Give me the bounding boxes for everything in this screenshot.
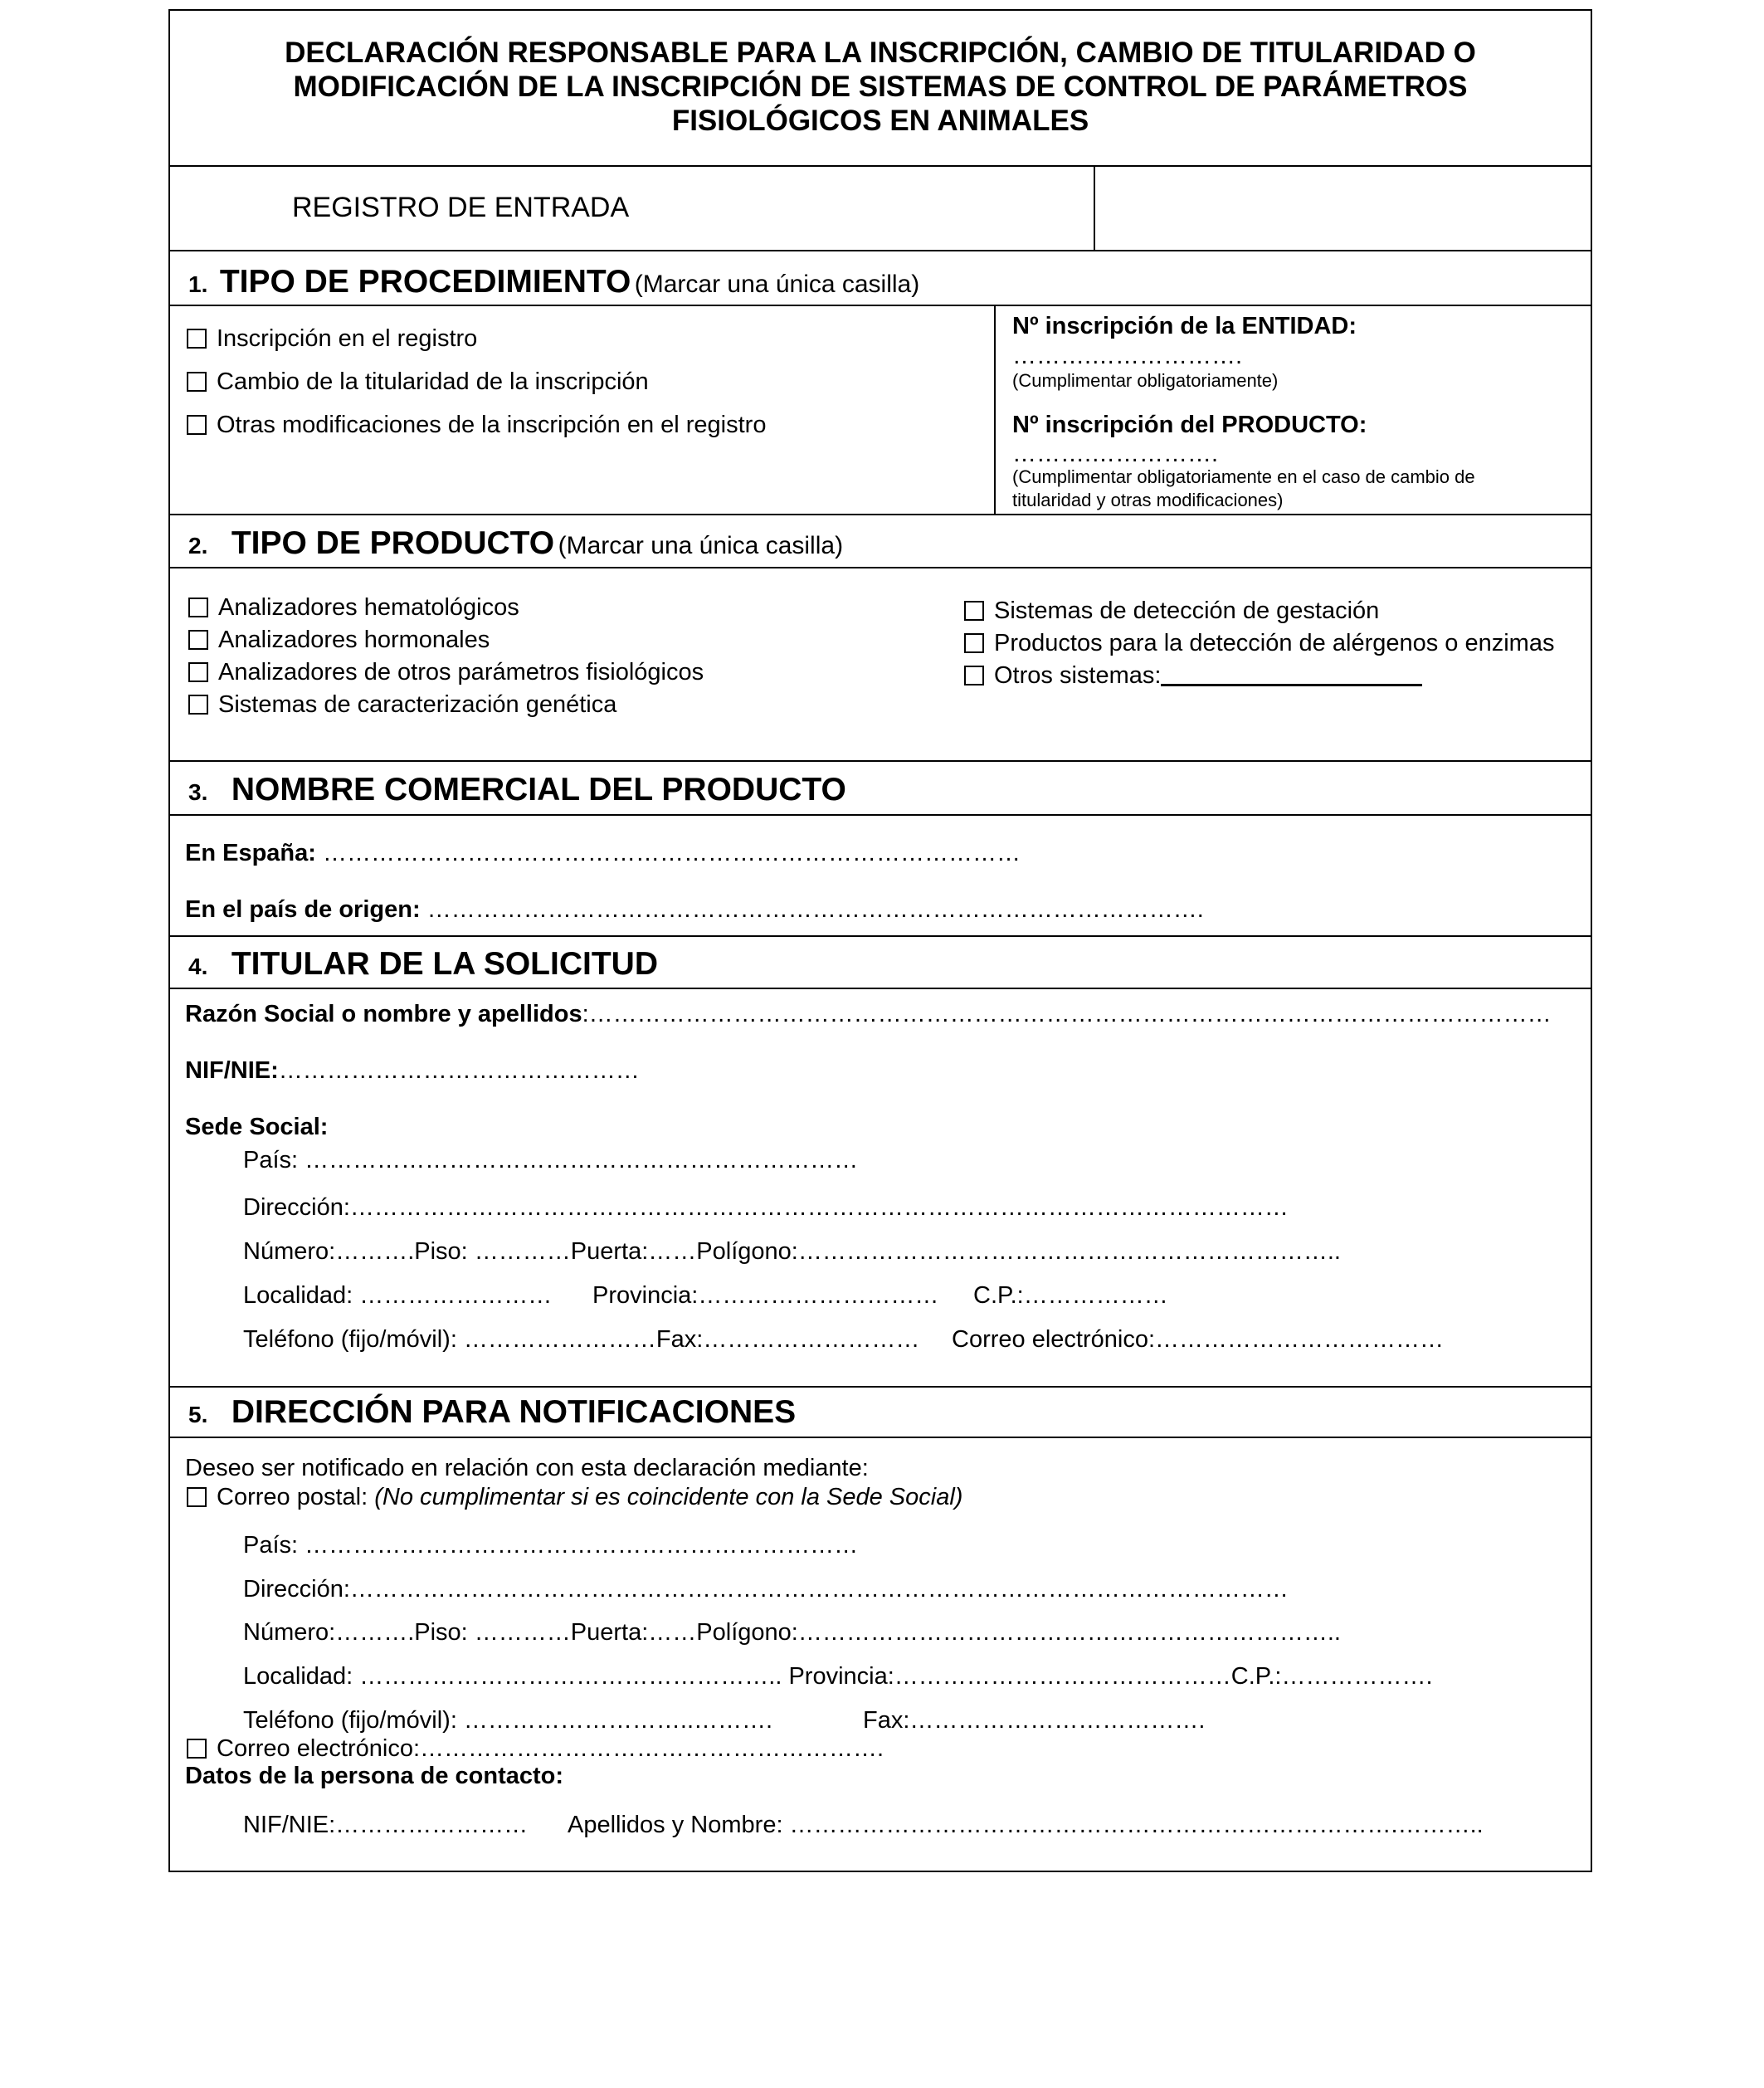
checkbox[interactable] bbox=[187, 372, 207, 392]
checkbox[interactable] bbox=[188, 695, 208, 715]
section-title: TIPO DE PRODUCTO bbox=[231, 525, 555, 561]
section-note: (Marcar una única casilla) bbox=[634, 271, 920, 298]
provincia-field[interactable]: Provincia:………………………… bbox=[592, 1282, 939, 1309]
numero-field[interactable]: Número:……….Piso: …………Puerta:……Polígono:………………………………………………………….. bbox=[243, 1619, 1341, 1646]
option-hormonales[interactable] bbox=[188, 627, 490, 654]
entidad-note: (Cumplimentar obligatoriamente) bbox=[1012, 370, 1279, 391]
contacto-nombre-field[interactable]: Apellidos y Nombre: ………………………………………………………………….……….. bbox=[568, 1812, 1484, 1838]
option-correo-postal[interactable] bbox=[187, 1484, 962, 1511]
divider bbox=[170, 988, 1591, 989]
checkbox[interactable] bbox=[187, 1487, 207, 1507]
section-3-heading bbox=[188, 772, 846, 808]
divider bbox=[170, 567, 1591, 568]
section-4-heading bbox=[188, 946, 658, 983]
nif-field[interactable]: ……………………………………… bbox=[278, 1057, 640, 1084]
direccion-field[interactable]: Dirección:……………………………………………………………………………………………………… bbox=[243, 1576, 1289, 1603]
option-label: Sistemas de caracterización genética bbox=[218, 691, 617, 718]
divider bbox=[994, 305, 996, 514]
divider bbox=[170, 935, 1591, 937]
option-label: Otros sistemas: bbox=[994, 662, 1162, 689]
section-number: 1. bbox=[188, 271, 208, 297]
nif-label: NIF/NIE: bbox=[185, 1057, 279, 1084]
checkbox[interactable] bbox=[964, 666, 984, 685]
divider bbox=[170, 814, 1591, 816]
origen-field[interactable]: ……………………………………………………………………………………. bbox=[426, 896, 1204, 923]
localidad-field[interactable]: Localidad: …………………… bbox=[243, 1282, 553, 1309]
divider bbox=[170, 305, 1591, 306]
option-caracterizacion-genetica[interactable] bbox=[188, 691, 616, 719]
option-correo-electronico[interactable] bbox=[187, 1735, 884, 1763]
checkbox[interactable] bbox=[964, 601, 984, 621]
checkbox[interactable] bbox=[187, 415, 207, 435]
razon-social-label: Razón Social o nombre y apellidos bbox=[185, 1001, 582, 1027]
fax-field[interactable]: Fax:………………………………. bbox=[863, 1707, 1206, 1734]
divider bbox=[170, 1437, 1591, 1438]
title-line-1: DECLARACIÓN RESPONSABLE PARA LA INSCRIPCIÓN, CAMBIO DE TITULARIDAD O bbox=[285, 37, 1476, 69]
numero-field[interactable]: Número:……….Piso: …………Puerta:……Polígono:………………………………………………………….. bbox=[243, 1238, 1341, 1265]
section-title: TITULAR DE LA SOLICITUD bbox=[231, 946, 658, 982]
section-number: 2. bbox=[188, 533, 208, 559]
option-label: Analizadores hormonales bbox=[218, 627, 490, 653]
contacto-nif-field[interactable]: NIF/NIE:…………………… bbox=[243, 1812, 529, 1838]
origen-row[interactable] bbox=[185, 896, 1204, 924]
checkbox[interactable] bbox=[187, 329, 207, 349]
checkbox[interactable] bbox=[188, 598, 208, 617]
entidad-field[interactable]: ……….………………. bbox=[1012, 343, 1243, 369]
section-number: 5. bbox=[188, 1402, 208, 1427]
pais-field[interactable]: País: …………………………………………………………… bbox=[243, 1147, 859, 1173]
section-title: TIPO DE PROCEDIMIENTO bbox=[219, 264, 631, 300]
checkbox[interactable] bbox=[188, 662, 208, 682]
option-deteccion-gestacion[interactable] bbox=[964, 598, 1379, 625]
option-otros-parametros[interactable] bbox=[188, 659, 704, 686]
divider bbox=[170, 514, 1591, 515]
espana-label: En España: bbox=[185, 840, 316, 866]
form-title bbox=[170, 36, 1591, 138]
deseo-text: Deseo ser notificado en relación con esta declaración mediante: bbox=[185, 1455, 869, 1481]
section-note: (Marcar una única casilla) bbox=[558, 532, 844, 559]
divider bbox=[170, 1386, 1591, 1388]
checkbox[interactable] bbox=[187, 1739, 207, 1759]
title-line-2: MODIFICACIÓN DE LA INSCRIPCIÓN DE SISTEMAS DE CONTROL DE PARÁMETROS bbox=[293, 71, 1468, 103]
option-label: Otras modificaciones de la inscripción en el registro bbox=[217, 412, 767, 438]
email-field[interactable]: Correo electrónico:…………………………………………………. bbox=[217, 1735, 884, 1762]
option-otras-modificaciones[interactable] bbox=[187, 412, 766, 439]
nif-row[interactable] bbox=[185, 1057, 640, 1085]
section-number: 3. bbox=[188, 779, 208, 805]
section-number: 4. bbox=[188, 954, 208, 979]
checkbox[interactable] bbox=[964, 633, 984, 653]
razon-social-row[interactable] bbox=[185, 1001, 1552, 1028]
razon-social-field[interactable]: :………………………………………………………………………………………………………… bbox=[582, 1001, 1552, 1027]
option-label: Cambio de la titularidad de la inscripción bbox=[217, 368, 649, 395]
option-label: Correo postal: bbox=[217, 1484, 368, 1510]
option-hematologicos[interactable] bbox=[188, 594, 519, 622]
contacto-label: Datos de la persona de contacto: bbox=[185, 1763, 564, 1789]
entidad-label: Nº inscripción de la ENTIDAD: bbox=[1012, 313, 1357, 339]
option-label: Analizadores hematológicos bbox=[218, 594, 519, 621]
option-cambio-titularidad[interactable] bbox=[187, 368, 649, 396]
espana-field[interactable]: …………………………………………………………………………… bbox=[323, 840, 1021, 866]
section-title: NOMBRE COMERCIAL DEL PRODUCTO bbox=[231, 772, 846, 807]
divider bbox=[170, 250, 1591, 251]
pais-field[interactable]: País: …………………………………………………………… bbox=[243, 1532, 859, 1559]
registro-stamp-area[interactable] bbox=[1095, 167, 1591, 248]
option-label: Sistemas de detección de gestación bbox=[994, 598, 1380, 624]
telefono-fax-field[interactable]: Teléfono (fijo/móvil): ……………………Fax:……………………… bbox=[243, 1326, 920, 1353]
producto-note-line-2: titularidad y otras modificaciones) bbox=[1012, 490, 1284, 510]
otros-sistemas-field[interactable] bbox=[1161, 662, 1422, 686]
telefono-field[interactable]: Teléfono (fijo/móvil): ………………………..………. bbox=[243, 1707, 773, 1734]
producto-label: Nº inscripción del PRODUCTO: bbox=[1012, 412, 1367, 438]
divider bbox=[170, 760, 1591, 762]
option-alergenos-enzimas[interactable] bbox=[964, 630, 1554, 657]
option-otros-sistemas[interactable] bbox=[964, 662, 1422, 690]
origen-label: En el país de origen: bbox=[185, 896, 421, 923]
option-inscripcion[interactable] bbox=[187, 325, 477, 353]
espana-row[interactable] bbox=[185, 840, 1021, 867]
cp-field[interactable]: C.P.:……………… bbox=[973, 1282, 1168, 1309]
producto-field[interactable]: ……….……………. bbox=[1012, 441, 1219, 467]
section-1-heading bbox=[188, 264, 919, 300]
direccion-field[interactable]: Dirección:……………………………………………………………………………………………………… bbox=[243, 1194, 1289, 1221]
sede-social-label: Sede Social: bbox=[185, 1114, 329, 1140]
checkbox[interactable] bbox=[188, 630, 208, 650]
producto-note-line-1: (Cumplimentar obligatoriamente en el caso de cambio de bbox=[1012, 466, 1475, 487]
option-label: Inscripción en el registro bbox=[217, 325, 478, 352]
declaration-form bbox=[168, 9, 1592, 1872]
registro-label: REGISTRO DE ENTRADA bbox=[292, 192, 630, 223]
correo-field[interactable]: Correo electrónico:……………………………… bbox=[952, 1326, 1444, 1353]
option-note: (No cumplimentar si es coincidente con la Sede Social) bbox=[374, 1484, 963, 1510]
section-5-heading bbox=[188, 1394, 796, 1431]
title-line-3: FISIOLÓGICOS EN ANIMALES bbox=[671, 105, 1089, 137]
section-2-heading bbox=[188, 525, 843, 562]
section-title: DIRECCIÓN PARA NOTIFICACIONES bbox=[231, 1394, 797, 1430]
localidad-provincia-cp-field[interactable]: Localidad: …………………………………………….. Provincia:……………………………………C.P.:………………. bbox=[243, 1663, 1433, 1690]
option-label: Analizadores de otros parámetros fisiológicos bbox=[218, 659, 704, 685]
option-label: Productos para la detección de alérgenos o enzimas bbox=[994, 630, 1555, 656]
